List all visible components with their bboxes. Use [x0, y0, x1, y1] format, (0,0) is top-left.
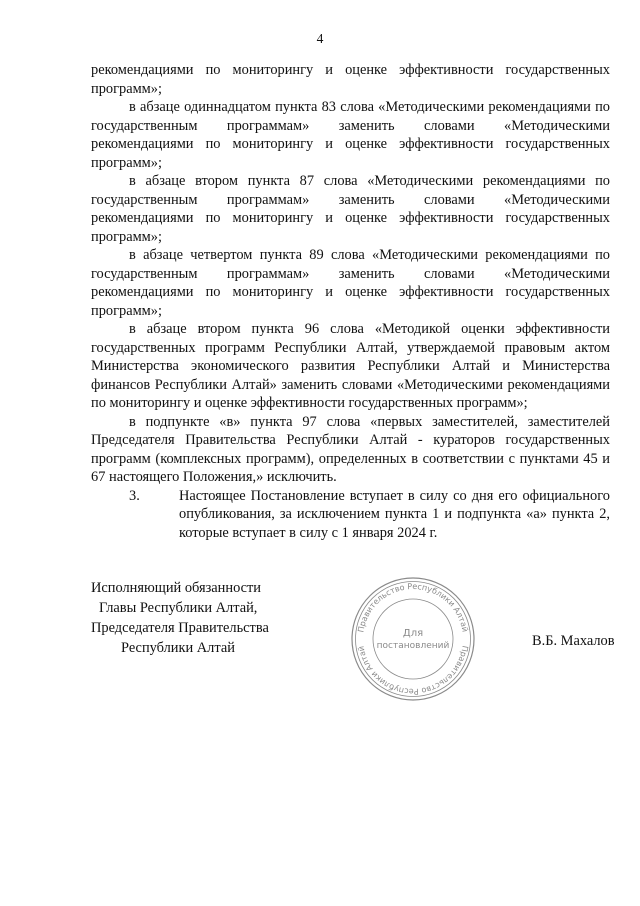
paragraph: рекомендациями по мониторингу и оценке эффективности государственных программ»; — [91, 62, 610, 97]
paragraph: в подпункте «в» пункта 97 слова «первых заместителей, заместителей Председателя Правительства Республики Алтай - кураторов государственных программ (комплексных программ), определенных в соответствии с пунктами 45 и 67 настоящего Положения,» исключить. — [91, 413, 610, 485]
numbered-item-3 — [91, 487, 610, 543]
signature-title-line: Исполняющий обязанности — [91, 580, 262, 596]
signer-name: В.Б. Махалов — [532, 633, 615, 649]
stamp-graphic — [349, 575, 477, 703]
document-body — [91, 61, 610, 542]
stamp-center-line1: Для — [402, 628, 424, 639]
signature-title-line: Председателя Правительства — [91, 620, 269, 636]
paragraph: в абзаце втором пункта 96 слова «Методикой оценки эффективности государственных программ Республики Алтай, утверждаемой правовым актом Министерства экономического развития Республики Алтай и Министерства финансов Республики Алтай» заменить словами «Методическими рекомендациями по мониторингу и оценке эффективности государственных программ»; — [91, 321, 610, 411]
signature-title — [91, 578, 269, 658]
page-number: 4 — [316, 31, 324, 46]
signature-title-line: Главы Республики Алтай, — [99, 600, 258, 616]
paragraph: в абзаце одиннадцатом пункта 83 слова «Методическими рекомендациями по государственным программам» заменить словами «Методическими рекомендациями по мониторингу и оценке эффективности государственных программ»; — [91, 99, 610, 171]
paragraph: в абзаце четвертом пункта 89 слова «Методическими рекомендациями по государственным программам» заменить словами «Методическими рекомендациями по мониторингу и оценке эффективности государственных программ»; — [91, 247, 610, 319]
item-text: Настоящее Постановление вступает в силу со дня его официального опубликования, за исключением пункта 1 и подпункта «а» пункта 2, которые вступает в силу с 1 января 2024 г. — [179, 487, 610, 541]
official-stamp — [349, 575, 477, 703]
signature-title-line: Республики Алтай — [121, 640, 235, 656]
item-number: 3. — [129, 487, 140, 504]
stamp-center-line2: постановлений — [376, 641, 450, 651]
stamp-outer-text-repeat: Правительство Республики Алтай — [356, 644, 470, 697]
stamp-outer-text: Правительство Республики Алтай — [356, 581, 470, 634]
paragraph: в абзаце втором пункта 87 слова «Методическими рекомендациями по государственным программам» заменить словами «Методическими рекомендациями по мониторингу и оценке эффективности государственных программ»; — [91, 173, 610, 245]
